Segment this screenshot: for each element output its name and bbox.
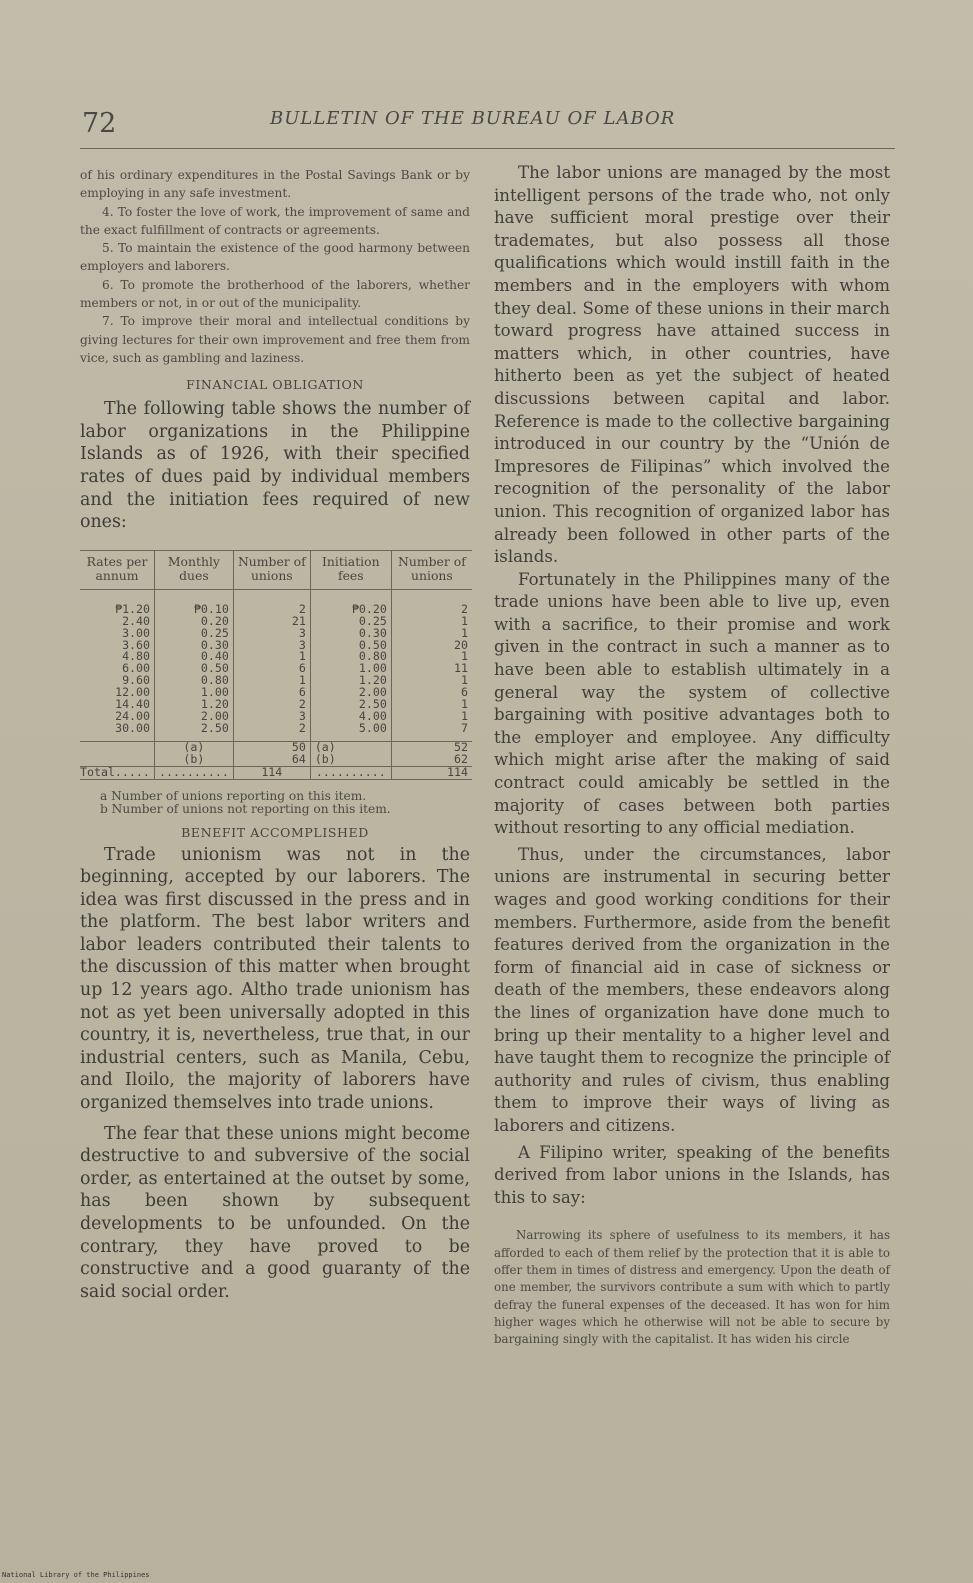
right-paragraph-4: A Filipino writer, speaking of the benefits derived from labor unions in the Islands, has this to say:: [494, 1142, 890, 1207]
total-unions-b: 114: [391, 766, 472, 779]
total-label: Total.....: [80, 766, 155, 779]
col-header-rates: Rates per annum: [80, 550, 155, 589]
page-number: 72: [82, 108, 117, 139]
total-row: Total..... .......... 114 .......... 114: [80, 766, 472, 779]
list-item-6: 6. To promote the brotherhood of the laborers, whether members or not, in or out of the municipality.: [80, 277, 470, 311]
financial-obligation-heading: FINANCIAL OBLIGATION: [186, 377, 364, 393]
benefit-paragraph-1: Trade unionism was not in the beginning, accepted by our laborers. The idea was first discussed in the press and in the platform. The best labor writers and labor leaders contributed their talents to the discussion of this matter when brought up 12 years ago. Altho trade unionism has not as yet been universally adopted in this country, it is, nevertheless, true that, in our industrial centers, such as Manila, Cebu, and Iloilo, the majority of laborers have organized themselves into trade unions.: [80, 844, 470, 1114]
library-credit: National Library of the Philippines: [2, 1571, 150, 1579]
fees-column: ₱0.20 0.25 0.30 0.50 0.80 1.00 1.20 2.00 2.50 4.00 5.00: [310, 589, 391, 741]
col-header-unions-b: Number of unions: [391, 550, 472, 589]
list-item-7: 7. To improve their moral and intellectual conditions by giving lectures for their own improvement and free them from vice, such as gambling and laziness.: [80, 314, 470, 365]
list-continuation: of his ordinary expenditures in the Postal Savings Bank or by employing in any safe investment.: [80, 168, 470, 201]
right-paragraph-1: The labor unions are managed by the most intelligent persons of the trade who, not only have sufficient moral prestige over their trademates, but also possess all those qualifications which would instill faith in the members and in the employers with whom they deal. Some of these unions in their march toward progress have attained success in matters which, in other countries, have hitherto been as yet the subject of heated discussions between capital and labor. Reference is made to the collective bargaining introduced in our country by the “Unión de Impresores de Filipinas” which involved the recognition of the personality of the labor union. This recognition of organized labor has already been followed in other parts of the islands.: [494, 163, 890, 567]
monthly-column: ₱0.10 0.20 0.25 0.30 0.40 0.50 0.80 1.00 1.20 2.00 2.50: [155, 589, 234, 741]
right-paragraph-2: Fortunately in the Philippines many of the trade unions have been able to live up, even with a sacrifice, to their promise and work given in the contract in such a manner as to have been able to establish ultimately in a general way the system of collective bargaining with positive advantages both to the employer and employee. Any difficulty which might arise after the making of said contract could amicably be settled in the majority of cases between both parties without resorting to any official mediation.: [494, 569, 890, 838]
quoted-passage: Narrowing its sphere of usefulness to its members, it has afforded to each of them relief by the protection that it is able to offer them in times of distress and emergency. Upon the death of one member, the survivors contribute a sum with which to partly defray the funeral expenses of the deceased. It has won for him higher wages which he otherwise will not be able to secure by bargaining singly with the capitalist. It has widen his circle: [494, 1228, 890, 1347]
rates-column: ₱1.20 2.40 3.00 3.60 4.80 6.00 9.60 12.00 14.40 24.00 30.00: [115, 601, 150, 735]
benefit-paragraph-2: The fear that these unions might become destructive to and subversive of the social order, as entertained at the outset by some, has been shown by subsequent developments to be unfounded. On the contrary, they have proved to be constructive and a good guaranty of the said social order.: [80, 1123, 470, 1302]
subtotal-row: (a) (b) 50 64 (a) (b) 52 62: [80, 741, 472, 766]
col-header-monthly: Monthly dues: [155, 550, 234, 589]
col-header-unions-a: Number of unions: [233, 550, 310, 589]
header-rule: [80, 148, 895, 149]
dues-table: [80, 550, 472, 780]
list-item-5: 5. To maintain the existence of the good harmony between employers and laborers.: [80, 241, 470, 274]
benefit-heading: BENEFIT ACCOMPLISHED: [181, 824, 369, 840]
col-header-fees: Initiation fees: [310, 550, 391, 589]
right-paragraph-3: Thus, under the circumstances, labor unions are instrumental in securing better wages and good working conditions for their members. Furthermore, aside from the benefit features derived from the organization in the form of financial aid in case of sickness or death of the members, these endeavors along the lines of organization have done much to bring up their mentality to a higher level and have taught them to recognize the principle of authority and rules of civism, thus enabling them to improve their ways of living as laborers and citizens.: [494, 844, 890, 1135]
list-item-4: 4. To foster the love of work, the improvement of same and the exact fulfillment of contracts or agreements.: [80, 204, 470, 237]
total-unions-a: 114: [233, 766, 310, 779]
financial-paragraph: The following table shows the number of labor organizations in the Philippine Islands as of 1926, with their specified rates of dues paid by individual members and the initiation fees required of new ones:: [80, 399, 470, 533]
running-title: BULLETIN OF THE BUREAU OF LABOR: [270, 108, 676, 129]
unions-b-column: 2 1 1 20 1 11 1 6 1 1 7: [391, 589, 472, 741]
table-footnotes: [80, 790, 470, 817]
right-column: [494, 162, 890, 1348]
left-column: [80, 166, 470, 1303]
footnote-b: b Number of unions not reporting on this item.: [100, 802, 391, 817]
unions-a-column: 2 21 3 3 1 6 1 6 2 3 2: [233, 589, 310, 741]
footnote-a: a Number of unions reporting on this item.: [100, 788, 367, 803]
